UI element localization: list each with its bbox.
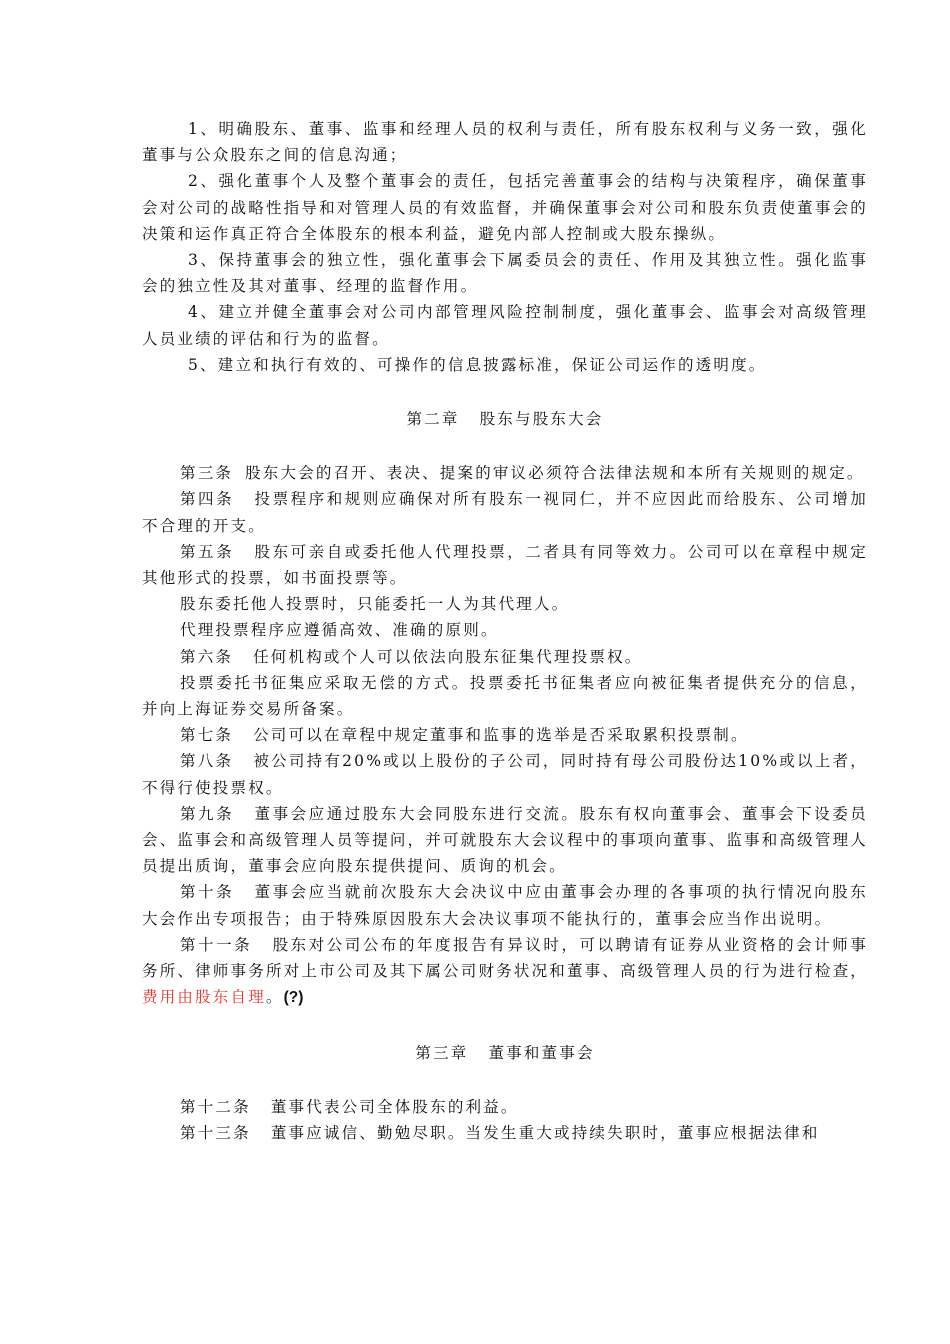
article-10 — [142, 879, 868, 931]
article-9-text: 董事会应通过股东大会同股东进行交流。股东有权向董事会、董事会下设委员会、监事会和高级管理人员等提问，并可就股东大会议程中的事项向董事、监事和高级管理人员提出质询，董事会应向股东提供提问、质询的机会。 — [142, 804, 868, 876]
article-5-label: 第五条 — [180, 542, 235, 561]
intro-item-5: 5、建立和执行有效的、可操作的信息披露标准，保证公司运作的透明度。 — [188, 355, 767, 374]
article-10-label: 第十条 — [180, 883, 235, 902]
intro-item-1: 1、明确股东、董事、监事和经理人员的权利与责任，所有股东权利与义务一致，强化董事与公众股东之间的信息沟通； — [142, 120, 868, 165]
chapter-3-heading — [142, 1040, 868, 1066]
article-3 — [142, 460, 868, 486]
article-6-label: 第六条 — [180, 647, 234, 666]
article-12-text: 董事代表公司全体股东的利益。 — [270, 1097, 519, 1116]
chapter-2-number: 第二章 — [406, 410, 460, 429]
intro-item-2: 2、强化董事个人及整个董事会的责任，包括完善董事会的结构与决策程序，确保董事会对公司的战略性指导和对管理人员的有效监督，并确保董事会对公司和股东负责使董事会的决策和运作真正符合全体股东的根本利益，避免内部人控制或大股东操纵。 — [142, 172, 868, 243]
article-4 — [142, 486, 868, 538]
article-13-label: 第十三条 — [180, 1123, 251, 1142]
article-5-para-2: 股东委托他人投票时，只能委托一人为其代理人。 — [180, 595, 570, 614]
chapter-2-title: 股东与股东大会 — [479, 410, 604, 429]
article-10-text: 董事会应当就前次股东大会决议中应由董事会办理的各事项的执行情况向股东大会作出专项报告；由于特殊原因股东大会决议事项不能执行的，董事会应当作出说明。 — [142, 883, 868, 928]
article-12 — [142, 1094, 868, 1120]
article-11-question-mark: (?) — [283, 989, 304, 1007]
article-12-label: 第十二条 — [180, 1097, 251, 1116]
article-6-text: 任何机构或个人可以依法向股东征集代理投票权。 — [253, 647, 643, 666]
article-6-para-2: 投票委托书征集应采取无偿的方式。投票委托书征集者应向被征集者提供充分的信息，并向上海证券交易所备案。 — [142, 673, 868, 719]
article-5-para-3: 代理投票程序应遵循高效、准确的原则。 — [180, 621, 499, 640]
article-8-label: 第八条 — [180, 752, 234, 771]
article-11-label: 第十一条 — [180, 935, 253, 954]
article-9 — [142, 801, 868, 880]
article-7 — [142, 722, 868, 748]
chapter-3-title: 董事和董事会 — [488, 1043, 595, 1062]
article-5 — [142, 539, 868, 591]
article-3-text: 股东大会的召开、表决、提案的审议必须符合法律法规和本所有关规则的规定。 — [245, 464, 865, 483]
article-13-text: 董事应诚信、勤勉尽职。当发生重大或持续失职时，董事应根据法律和 — [270, 1123, 820, 1142]
article-7-text: 公司可以在章程中规定董事和监事的选举是否采取累积投票制。 — [253, 726, 749, 745]
article-9-label: 第九条 — [180, 804, 235, 823]
article-5-text: 股东可亲自或委托他人代理投票，二者具有同等效力。公司可以在章程中规定其他形式的投票，如书面投票等。 — [142, 542, 868, 588]
intro-item-4: 4、建立并健全董事会对公司内部管理风险控制制度，强化董事会、监事会对高级管理人员业绩的评估和行为的监督。 — [142, 303, 868, 348]
document-body — [142, 116, 868, 1146]
article-11-text: 股东对公司公布的年度报告有异议时，可以聘请有证券从业资格的会计师事务所、律师事务所对上市公司及其下属公司财务状况和董事、高级管理人员的行为进行检查， — [142, 935, 868, 981]
chapter-2-heading — [142, 406, 868, 432]
article-11-highlight: 费用由股东自理 — [142, 988, 266, 1007]
article-7-label: 第七条 — [180, 726, 234, 745]
article-8 — [142, 748, 868, 800]
article-13 — [142, 1120, 868, 1146]
article-3-label: 第三条 — [180, 464, 234, 483]
article-4-label: 第四条 — [180, 490, 235, 509]
chapter-3-number: 第三章 — [415, 1043, 469, 1062]
intro-item-3: 3、保持董事会的独立性，强化董事会下属委员会的责任、作用及其独立性。强化监事会的独立性及其对董事、经理的监督作用。 — [142, 251, 868, 296]
article-8-text: 被公司持有20%或以上股份的子公司，同时持有母公司股份达10%或以上者，不得行使投票权。 — [142, 752, 868, 797]
article-11 — [142, 932, 868, 1012]
article-11-end: 。 — [265, 988, 284, 1007]
article-6 — [142, 644, 868, 670]
article-4-text: 投票程序和规则应确保对所有股东一视同仁，并不应因此而给股东、公司增加不合理的开支。 — [142, 490, 868, 535]
